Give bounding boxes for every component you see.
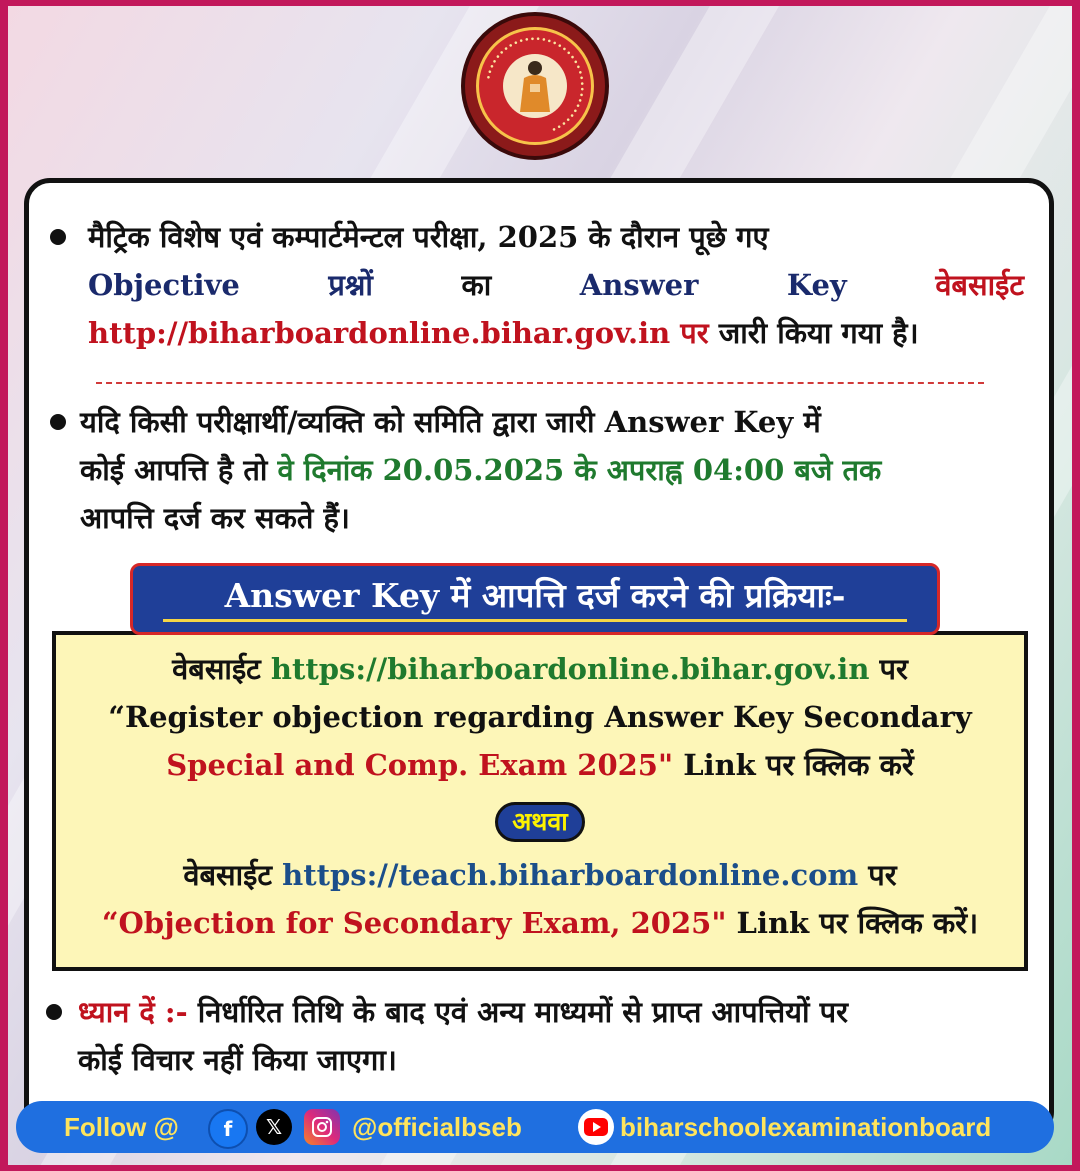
or-separator	[56, 789, 1024, 851]
step2-website-line: वेबसाईट https://teach.biharboardonline.com पर	[183, 858, 897, 892]
note-line-1: ध्यान दें :- निर्धारित तिथि के बाद एवं अन्य माध्यमों से प्राप्त आपत्तियों पर	[78, 995, 848, 1029]
step1-website-line: वेबसाईट https://biharboardonline.bihar.gov.in पर	[172, 652, 908, 686]
step2-link-name-line: “Objection for Secondary Exam, 2025" Link पर क्लिक करें।	[101, 906, 979, 940]
procedure-banner-title: Answer Key में आपत्ति दर्ज करने की प्रक्रियाः-	[224, 576, 846, 615]
word-key: Key	[786, 268, 847, 302]
note-line-2: कोई विचार नहीं किया जाएगा।	[78, 1043, 397, 1077]
notice-line-2	[88, 261, 1024, 309]
deadline-line-3: आपत्ति दर्ज कर सकते हैं।	[80, 501, 350, 535]
notice-line-1: मैट्रिक विशेष एवं कम्पार्टमेन्टल परीक्षा, 2025 के दौरान पूछे गए	[88, 220, 769, 254]
deadline-line-2: कोई आपत्ति है तो वे दिनांक 20.05.2025 के अपराह्न 04:00 बजे तक	[80, 453, 882, 487]
dashed-divider	[96, 382, 984, 384]
notice-line-3	[88, 309, 1024, 357]
step1-url-link[interactable]: https://biharboardonline.bihar.gov.in	[270, 652, 870, 686]
word-objective: Objective	[88, 268, 240, 302]
step1-link-name-line1: “Register objection regarding Answer Key Secondary	[108, 700, 972, 734]
social-footer	[16, 1101, 1054, 1153]
x-icon[interactable]: 𝕏	[256, 1109, 292, 1145]
objection-deadline-notice	[80, 398, 1024, 542]
svg-text:••••••••••••••••••••••••••••••: •••••••••••••••••••••••••••••••••••	[484, 34, 587, 134]
word-ka: का	[461, 268, 492, 302]
bullet-point-icon	[50, 229, 66, 245]
website-url-link[interactable]: http://biharboardonline.bihar.gov.in पर	[88, 316, 709, 350]
follow-label: Follow @	[64, 1112, 179, 1142]
word-website: वेबसाईट	[935, 268, 1024, 302]
deadline-line-1: यदि किसी परीक्षार्थी/व्यक्ति को समिति द्वारा जारी Answer Key में	[80, 405, 821, 439]
instagram-icon[interactable]	[304, 1109, 340, 1145]
facebook-icon[interactable]: f	[208, 1109, 248, 1149]
social-handle[interactable]: @officialbseb	[352, 1112, 522, 1142]
or-badge: अथवा	[495, 802, 584, 842]
bullet-point-icon	[50, 414, 66, 430]
procedure-box	[52, 631, 1028, 971]
word-questions: प्रश्नों	[328, 268, 373, 302]
note-label: ध्यान दें :-	[78, 995, 188, 1029]
procedure-banner	[130, 563, 940, 635]
banner-underline	[163, 619, 907, 622]
bullet-point-icon	[46, 1004, 62, 1020]
attention-note	[78, 988, 1024, 1084]
notice-line-3-rest: जारी किया गया है।	[708, 316, 919, 350]
step1-link-name-line2: Special and Comp. Exam 2025" Link पर क्लिक करें	[166, 748, 914, 782]
step2-url-link[interactable]: https://teach.biharboardonline.com	[282, 858, 859, 892]
word-answer: Answer	[579, 268, 699, 302]
deadline-date-highlight: वे दिनांक 20.05.2025 के अपराह्न 04:00 बजे तक	[277, 453, 882, 487]
seal-ring-text-icon	[479, 30, 591, 142]
youtube-channel-name[interactable]: biharschoolexaminationboard	[620, 1112, 992, 1142]
youtube-icon[interactable]	[578, 1109, 614, 1145]
answer-key-release-notice	[88, 213, 1024, 357]
bseb-seal-logo	[461, 12, 609, 160]
